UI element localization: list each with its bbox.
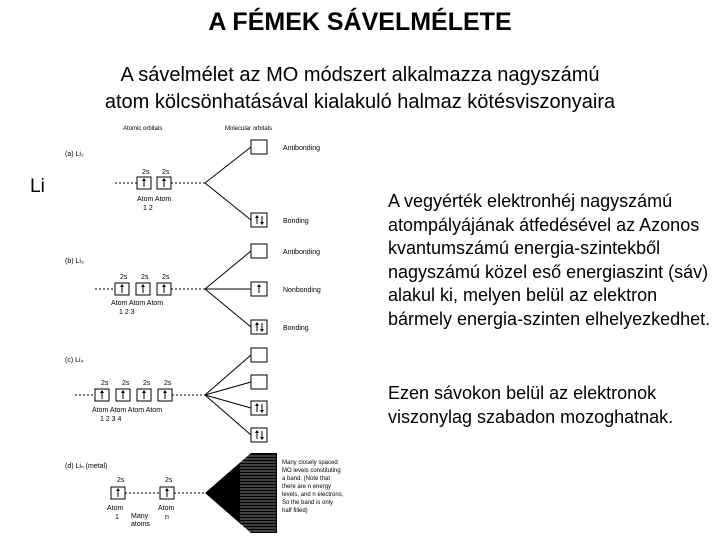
header-molecular-orbitals: Molecular orbitals <box>225 126 273 132</box>
electron-spin-up-icon <box>163 390 167 399</box>
orbital-label: 2s <box>142 169 150 176</box>
electron-spin-up-icon <box>162 284 166 293</box>
electron-spin-up-icon <box>141 284 145 293</box>
diagram-section-li3 <box>65 244 321 334</box>
mo-box <box>251 140 267 154</box>
many-atoms-label: atoms <box>131 521 151 528</box>
section-label-li-metal: (d) Liₙ (metal) <box>65 463 108 470</box>
mo-box <box>251 320 267 334</box>
orbital-label: 2s <box>122 380 130 387</box>
atom-labels: Atom Atom Atom <box>111 300 164 307</box>
electron-spin-up-icon <box>255 215 259 224</box>
electron-spin-up-icon <box>165 488 169 497</box>
diagram-section-li-metal <box>65 453 344 533</box>
section-label-li3: (b) Li₃ <box>65 258 84 265</box>
orbital-label: 2s <box>164 380 172 387</box>
mo-box <box>251 401 267 415</box>
paragraph-electron-mobility: Ezen sávokon belül az elektronok viszonylag szabadon mozoghatnak. <box>388 383 674 427</box>
atom-numbers: 1 2 3 4 <box>100 416 122 423</box>
electron-spin-up-icon <box>162 178 166 187</box>
atom-numbers: 1 2 <box>143 205 153 212</box>
mo-box <box>251 428 267 442</box>
atom-number: 1 <box>115 514 119 521</box>
mo-box <box>251 213 267 227</box>
orbital-label: 2s <box>162 274 170 281</box>
mo-box <box>251 375 267 389</box>
electron-spin-up-icon <box>142 390 146 399</box>
element-label-li: Li <box>30 176 45 197</box>
subtitle-line-1: A sávelmélet az MO módszert alkalmazza nagyszámú <box>120 64 600 86</box>
electron-spin-up-icon <box>255 322 259 331</box>
orbital-label: 2s <box>162 169 170 176</box>
subtitle-line-2: atom kölcsönhatásával kialakuló halmaz kötésviszonyaira <box>104 91 616 113</box>
orbital-label: 2s <box>143 380 151 387</box>
electron-spin-up-icon <box>257 284 261 293</box>
header-atomic-orbitals: Atomic orbitals <box>123 126 163 132</box>
orbital-label: 2s <box>117 477 125 484</box>
mo-band-diagram <box>55 120 370 535</box>
atom-label: Atom <box>107 505 124 512</box>
electron-spin-up-icon <box>255 430 259 439</box>
page-title: A FÉMEK SÁVELMÉLETE <box>208 8 512 36</box>
many-atoms-label: Many <box>131 513 149 520</box>
electron-spin-down-icon <box>260 404 264 413</box>
band-note-line: MO levels constituting <box>282 468 341 474</box>
diagram-section-li2 <box>65 140 320 227</box>
orbital-label: 2s <box>141 274 149 281</box>
band-note-line: Many closely spaced <box>282 460 338 466</box>
electron-spin-down-icon <box>260 216 264 225</box>
band-note-line: half filled) <box>282 508 308 514</box>
label-antibonding: Antibonding <box>283 145 320 152</box>
band-note-line: a band. (Note that <box>282 476 331 482</box>
orbital-label: 2s <box>101 380 109 387</box>
electron-spin-up-icon <box>120 284 124 293</box>
label-bonding: Bonding <box>283 218 309 225</box>
label-nonbonding: Nonbonding <box>283 287 321 294</box>
atom-labels: Atom Atom <box>137 196 172 203</box>
atom-labels: Atom Atom Atom Atom <box>92 407 163 414</box>
label-bonding: Bonding <box>283 325 309 332</box>
band-note-line: levels, and n electrons, <box>282 492 344 498</box>
paragraph-band-formation: A vegyérték elektronhéj nagyszámú atompályájának átfedésével az Azonos kvantumszámú energia-szintekből nagyszámú közel eső energiaszint (sáv) alakul ki, melyen belül az elektron bármely energia-szinten elhelyezkedhet. <box>388 191 711 329</box>
atom-label: Atom <box>158 505 175 512</box>
electron-spin-up-icon <box>255 403 259 412</box>
mo-box <box>251 244 267 258</box>
electron-spin-up-icon <box>116 488 120 497</box>
orbital-label: 2s <box>165 477 173 484</box>
electron-spin-up-icon <box>100 390 104 399</box>
electron-spin-up-icon <box>121 390 125 399</box>
diagram-section-li4 <box>65 348 267 442</box>
label-antibonding: Antibonding <box>283 249 320 256</box>
electron-spin-down-icon <box>260 323 264 332</box>
band-note-line: there are n energy <box>282 484 332 490</box>
band-note-line: So the band is only <box>282 500 334 506</box>
electron-spin-up-icon <box>142 178 146 187</box>
section-label-li2: (a) Li₂ <box>65 151 84 158</box>
orbital-label: 2s <box>120 274 128 281</box>
mo-box <box>251 348 267 362</box>
section-label-li4: (c) Li₄ <box>65 357 84 364</box>
atom-numbers: 1 2 3 <box>119 309 135 316</box>
atom-number: n <box>165 514 169 521</box>
electron-spin-down-icon <box>260 431 264 440</box>
